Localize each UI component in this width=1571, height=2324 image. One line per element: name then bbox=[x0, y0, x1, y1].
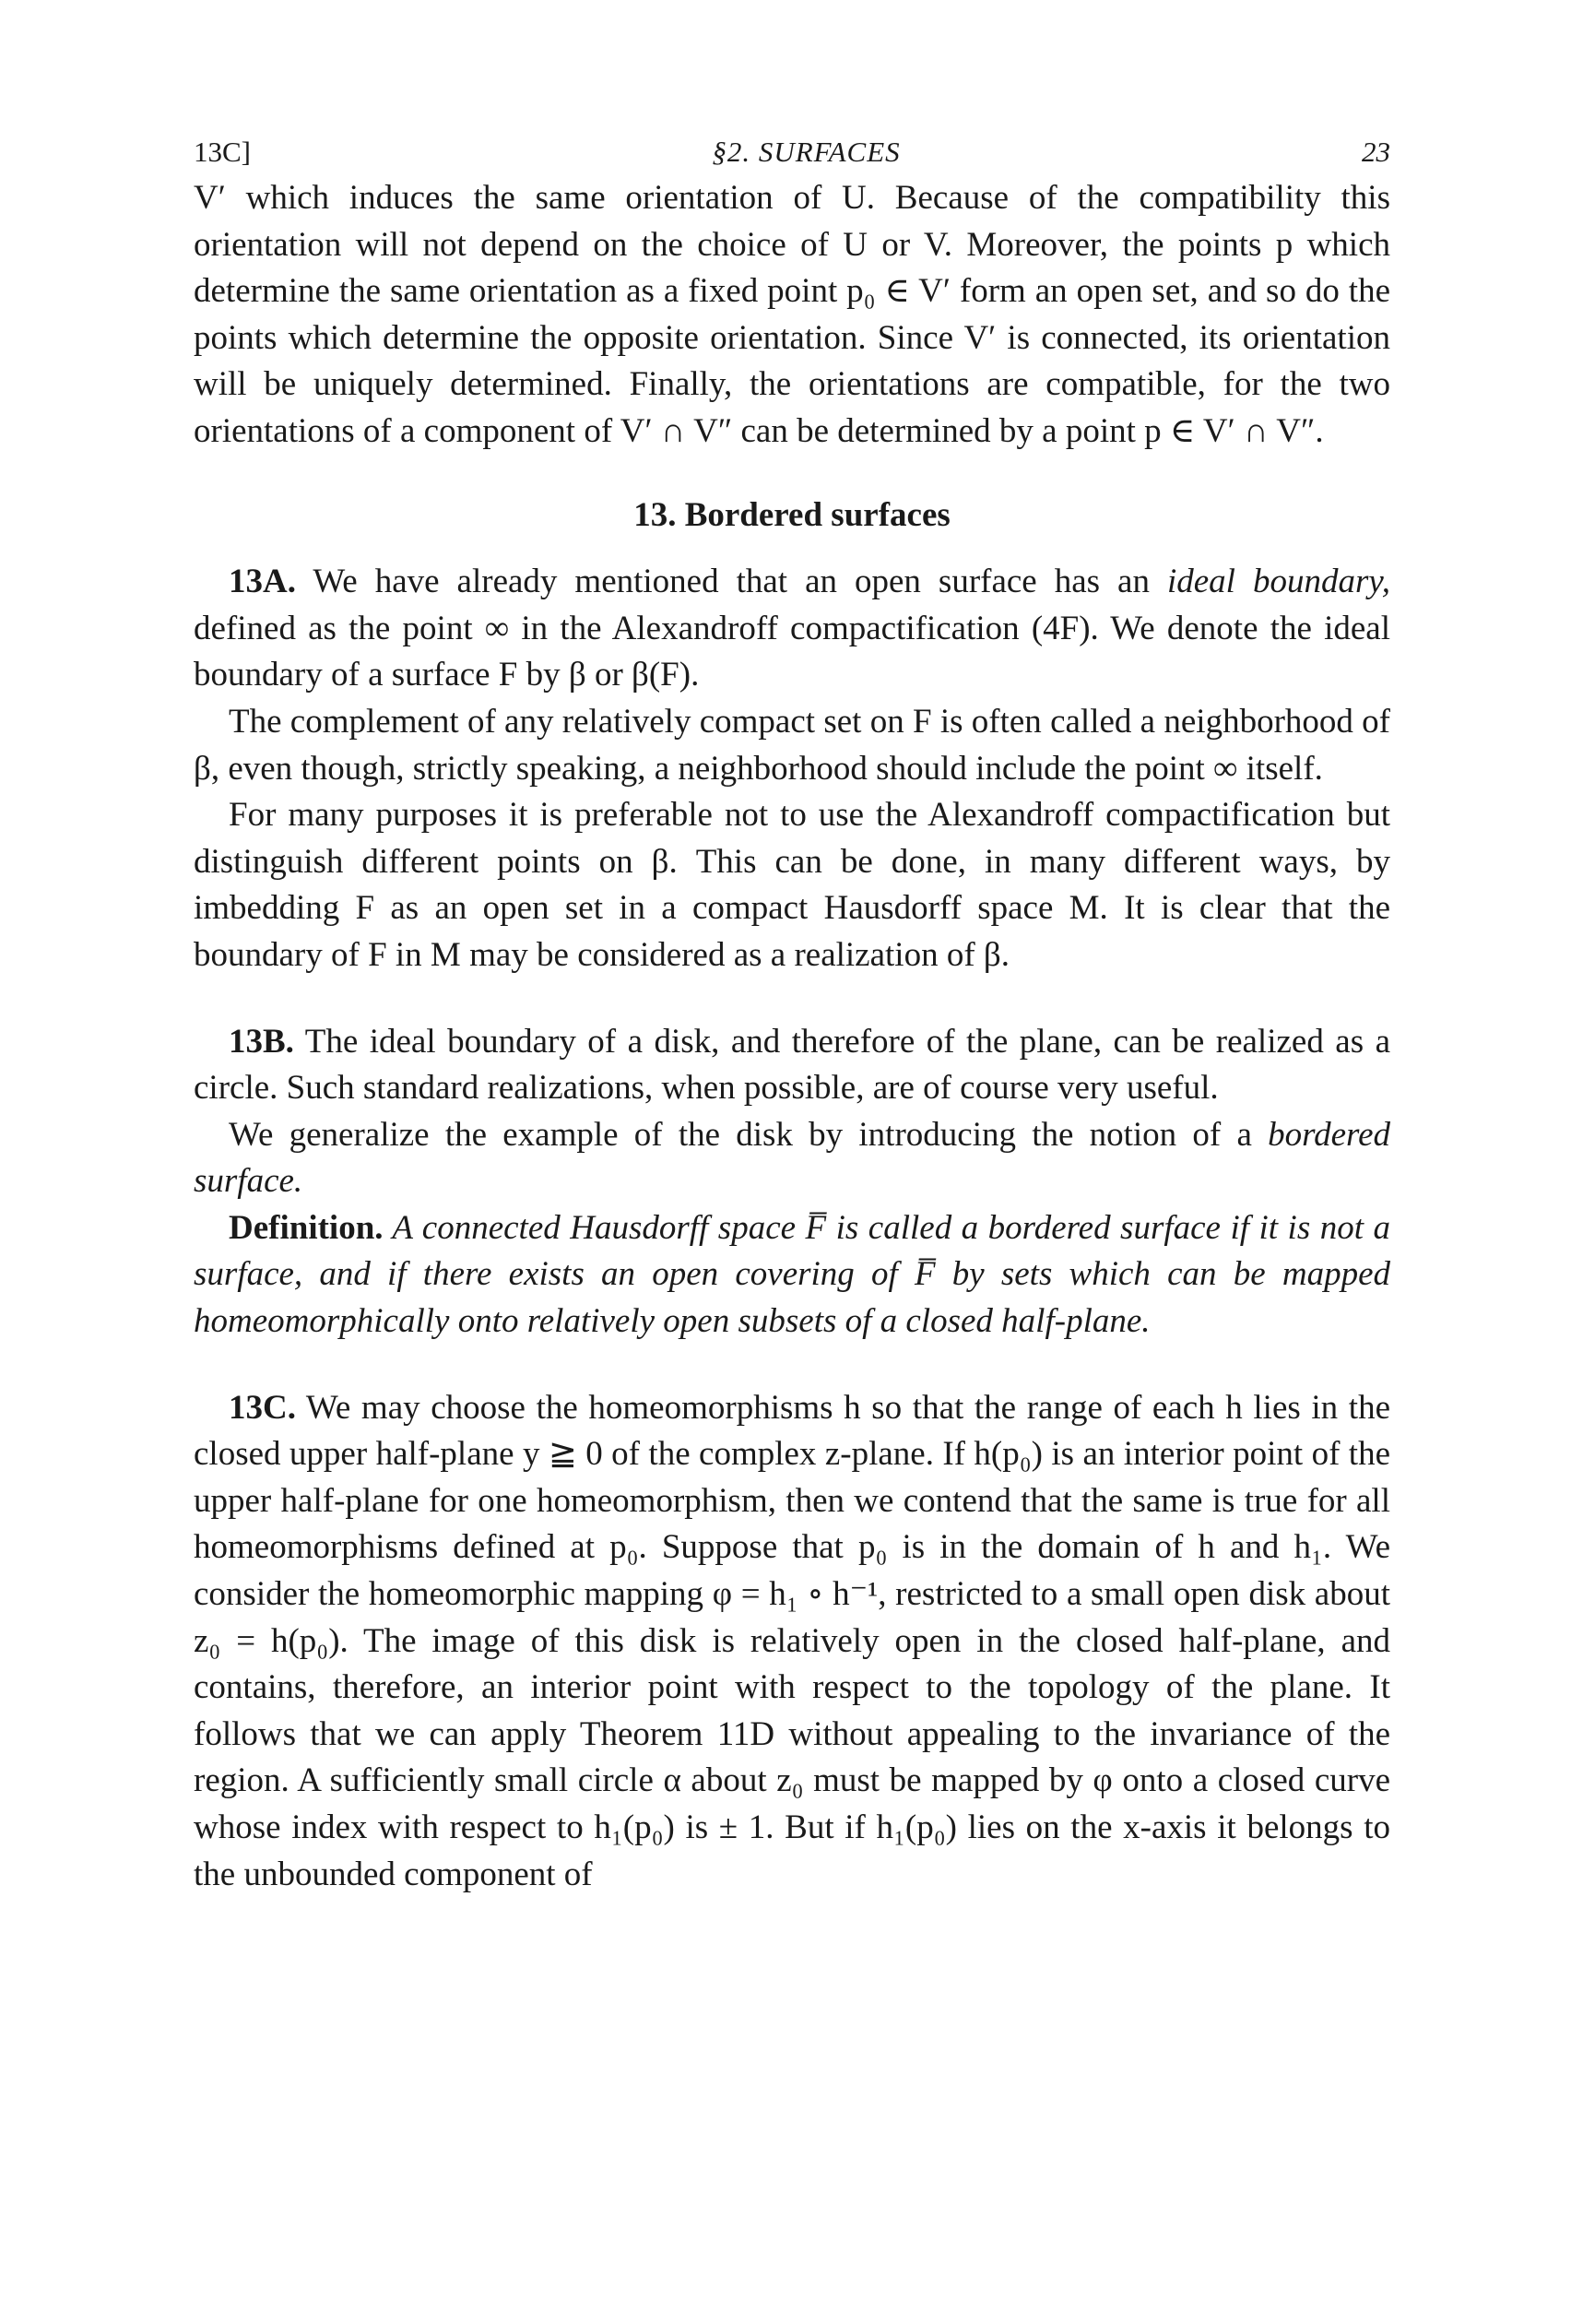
section-title: 13. Bordered surfaces bbox=[633, 495, 951, 534]
label-13b: 13B. bbox=[229, 1022, 294, 1061]
paragraph-gap bbox=[194, 979, 1390, 1019]
paragraph-intro: V′ which induces the same orientation of U. Because of the compatibility this orientation will not depend on the choice of U or V. Moreover, the points p which determine the same orientation as a fixed point p₀ ∈ V′ form an open set, and so do the points which determine the opposite orientation. Since V′ is connected, its orientation will be uniquely determined. Finally, the orientations are compatible, for the two orientations of a component of V′ ∩ V″ can be determined by a point p ∈ V′ ∩ V″. bbox=[194, 179, 1390, 450]
paragraph-many-purposes: For many purposes it is preferable not to use the Alexandroff compactification but distinguish different points on β. This can be done, in many different ways, by imbedding F as an open set in a compact Hausdorff space M. It is clear that the boundary of F in M may be considered as a realization of β. bbox=[194, 796, 1390, 974]
paragraph-13a bbox=[194, 559, 1390, 699]
paragraph-gap bbox=[194, 1346, 1390, 1385]
running-head-chapter: §2. SURFACES bbox=[712, 136, 901, 168]
page-number: 23 bbox=[1362, 136, 1390, 168]
text-generalize: We generalize the example of the disk by introducing the notion of a bbox=[229, 1115, 1269, 1154]
text-13b: The ideal boundary of a disk, and therefore of the plane, can be realized as a circle. Such standard realizations, when possible, are of course very useful. bbox=[194, 1022, 1390, 1108]
label-13a: 13A. bbox=[229, 563, 296, 601]
term-ideal-boundary: ideal boundary, bbox=[1166, 563, 1390, 601]
text-13a-part2: defined as the point ∞ in the Alexandroff compactification (4F). We denote the ideal boundary of a surface F by β or β(F). bbox=[194, 609, 1390, 694]
running-head bbox=[194, 129, 1390, 175]
definition-text: A connected Hausdorff space F̅ is called a bordered surface if it is not a surface, and if there exists an open covering of F̅ by sets which can be mapped homeomorphically onto relatively open subsets of a closed half-plane. bbox=[194, 1208, 1390, 1341]
running-head-section: 13C] bbox=[194, 136, 251, 168]
text-13c: We may choose the homeomorphisms h so that the range of each h lies in the closed upper half-plane y ≧ 0 of the complex z-plane. If h(p₀) is an interior point of the upper half-plane for one homeomorphism, then we contend that the same is true for all homeomorphisms defined at p₀. Suppose that p₀ is in the domain of h and h₁. We consider the homeomorphic mapping φ = h₁ ∘ h⁻¹, restricted to a small open disk about z₀ = h(p₀). The image of this disk is relatively open in the closed half-plane, and contains, therefore, an interior point with respect to the topology of the plane. It follows that we can apply Theorem 11D without appealing to the invariance of the region. A sufficiently small circle α about z₀ must be mapped by φ onto a closed curve whose index with respect to h₁(p₀) is ± 1. But if h₁(p₀) lies on the x-axis it belongs to the unbounded component of bbox=[194, 1388, 1390, 1893]
definition-label: Definition. bbox=[229, 1208, 384, 1247]
paragraph-13c bbox=[194, 1385, 1390, 1899]
book-page bbox=[194, 129, 1390, 1898]
definition-paragraph bbox=[194, 1205, 1390, 1346]
term-bordered-surface: bordered surface. bbox=[194, 1115, 1390, 1201]
text-13a-part1: We have already mentioned that an open surface has an bbox=[295, 563, 1167, 601]
paragraph-generalize bbox=[194, 1112, 1390, 1205]
label-13c: 13C. bbox=[229, 1388, 296, 1427]
paragraph-complement: The complement of any relatively compact set on F is often called a neighborhood of β, even though, strictly speaking, a neighborhood should include the point ∞ itself. bbox=[194, 702, 1390, 788]
paragraph-13b bbox=[194, 1019, 1390, 1112]
